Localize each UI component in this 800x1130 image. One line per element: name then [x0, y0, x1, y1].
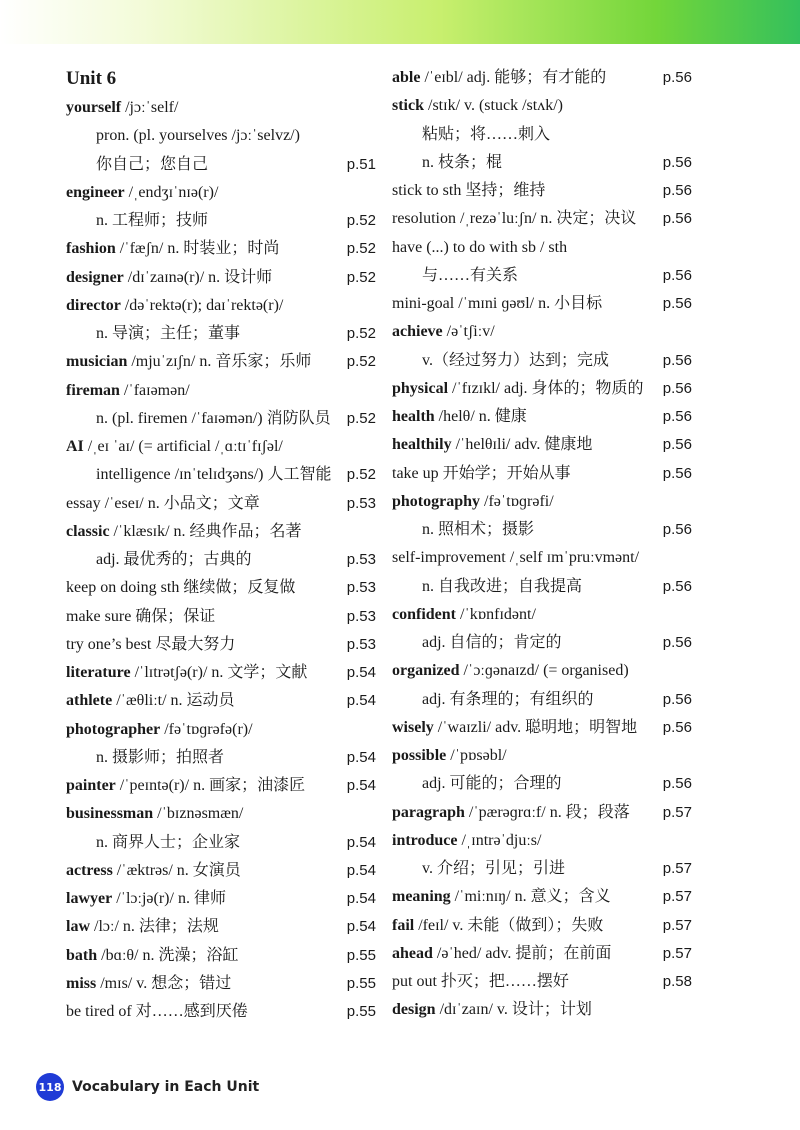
entry-definition: /dəˈrektə(r); daɪˈrektə(r)/: [120, 296, 284, 314]
headword: possible: [392, 747, 447, 764]
vocab-entry-line: [66, 490, 376, 518]
vocab-entry-line: [66, 546, 376, 574]
vocab-entry-text: [392, 747, 507, 764]
vocab-entry-text: [392, 154, 502, 171]
vocab-entry-line: [66, 800, 376, 828]
entry-definition: adj. 最优秀的；古典的: [96, 551, 252, 568]
page-reference: p.56: [662, 295, 692, 312]
vocab-entry-text: [66, 551, 252, 568]
vocab-entry-line: [392, 940, 692, 968]
entry-definition: make sure 确保；保证: [66, 607, 216, 625]
vocab-entry-line: [392, 318, 692, 346]
vocab-entry-text: [392, 973, 569, 990]
vocab-entry-text: [66, 297, 283, 314]
entry-definition: /ˈbɪznəsmæn/: [153, 805, 244, 823]
page-reference: p.52: [346, 466, 376, 484]
vocab-entry-line: [392, 290, 692, 318]
headword: healthily: [392, 436, 452, 454]
headword: ahead: [392, 944, 433, 962]
page-reference: p.56: [662, 436, 692, 454]
vocab-entry-text: [66, 608, 215, 625]
vocab-entry-text: [392, 1001, 592, 1018]
page-reference: p.56: [662, 182, 692, 199]
vocab-entry-line: [66, 942, 376, 970]
entry-definition: resolution /ˌrezəˈluːʃn/ n. 决定；决议: [392, 210, 637, 228]
vocab-entry-text: [66, 382, 190, 399]
vocab-entry-line: [66, 348, 376, 376]
headword: stick: [392, 97, 424, 115]
vocab-entry-text: [66, 834, 240, 851]
entry-definition: /ˈeɪbl/ adj. 能够；有才能的: [420, 69, 607, 86]
entry-definition: self-improvement /ˌself ɪmˈpruːvmənt/: [392, 549, 640, 567]
page-reference: p.56: [662, 69, 692, 86]
headword: organized: [392, 662, 460, 680]
page-reference: p.54: [346, 890, 376, 907]
vocab-entry-line: [66, 772, 376, 800]
entry-definition: n. 照相术；摄影: [422, 521, 535, 538]
page-reference: p.57: [662, 860, 692, 877]
headword: fail: [392, 916, 415, 934]
vocab-entry-text: [66, 721, 253, 738]
entry-definition: /ˈæktrəs/ n. 女演员: [112, 861, 241, 879]
vocab-entry-text: [66, 890, 226, 907]
headword: painter: [66, 777, 116, 794]
page-reference: p.55: [346, 946, 376, 964]
vocab-entry-text: [392, 634, 562, 651]
vocab-entry-text: [66, 353, 311, 370]
vocab-entry-line: [66, 320, 376, 348]
page-reference: p.52: [346, 409, 376, 427]
headword: wisely: [392, 718, 434, 736]
entry-definition: /ˌeɪ ˈaɪ/ (= artificial /ˌɑːtɪˈfɪʃəl/: [83, 438, 283, 455]
header-gradient-bar: [0, 0, 800, 44]
page-reference: p.53: [346, 551, 376, 568]
vocab-entry-text: [66, 1003, 248, 1020]
vocab-entry-line: [66, 235, 376, 263]
headword: fireman: [66, 381, 120, 399]
headword: athlete: [66, 692, 113, 710]
vocab-entry-text: [392, 917, 603, 934]
page-reference: p.51: [346, 155, 376, 173]
entry-definition: /ˈklæsɪk/ n. 经典作品；名著: [109, 522, 302, 540]
vocab-entry-line: [66, 631, 376, 659]
entry-definition: v.（经过努力）达到；完成: [422, 351, 609, 369]
entry-definition: 你自己；您自己: [96, 155, 209, 173]
headword: yourself: [66, 99, 122, 116]
entry-definition: /lɔː/ n. 法律；法规: [90, 918, 219, 936]
entry-definition: 粘贴；将……刺入: [422, 125, 551, 143]
page-reference: p.55: [346, 974, 376, 992]
entry-definition: essay /ˈeseɪ/ n. 小品文；文章: [66, 494, 260, 512]
page-reference: p.53: [346, 635, 376, 653]
vocab-entry-line: [392, 64, 692, 92]
vocab-entry-line: [66, 885, 376, 913]
entry-definition: /jɔːˈself/: [121, 99, 179, 116]
vocab-entry-line: [392, 601, 692, 629]
vocab-entry-line: [392, 686, 692, 714]
vocab-entry-line: [66, 461, 376, 489]
vocab-entry-line: [392, 770, 692, 798]
vocab-entry-line: [66, 913, 376, 941]
vocab-entry-line: [392, 234, 692, 262]
entry-definition: adj. 可能的；合理的: [422, 775, 562, 793]
headword: physical: [392, 379, 449, 397]
entry-definition: try one’s best 尽最大努力: [66, 635, 236, 653]
entry-definition: n. 枝条；棍: [422, 153, 503, 171]
vocab-entry-text: [392, 832, 541, 849]
page-number-badge: [36, 1073, 64, 1101]
vocab-entry-text: [392, 210, 636, 227]
entry-definition: take up 开始学；开始从事: [392, 464, 571, 482]
vocab-entry-text: [392, 323, 495, 340]
vocab-entry-text: [392, 521, 534, 538]
entry-definition: /ˈkɒnfɪdənt/: [456, 605, 536, 623]
vocab-entry-text: [66, 947, 239, 964]
headword: photographer: [66, 720, 161, 738]
vocab-entry-line: [66, 264, 376, 292]
vocab-entry-line: [66, 292, 376, 320]
vocab-entry-text: [392, 436, 592, 453]
right-column: [392, 64, 692, 1025]
headword: musician: [66, 353, 128, 371]
vocab-entry-line: [66, 518, 376, 546]
vocab-entry-text: [66, 636, 235, 653]
vocab-entry-line: [66, 744, 376, 772]
vocab-entry-text: [392, 691, 594, 708]
headword: AI: [66, 438, 84, 455]
vocab-entry-text: [66, 777, 305, 794]
page-footer: [36, 1074, 259, 1100]
page-reference: p.56: [662, 408, 692, 425]
page-reference: p.54: [346, 664, 376, 681]
headword: paragraph: [392, 803, 465, 821]
entry-definition: 与……有关系: [422, 266, 519, 284]
vocab-entry-text: [392, 888, 611, 905]
entry-definition: /ˈlɔːjə(r)/ n. 律师: [112, 890, 226, 907]
entry-definition: n. 导演；主任；董事: [96, 325, 241, 342]
headword: design: [392, 1001, 436, 1019]
vocab-entry-text: [392, 380, 644, 397]
entry-definition: n. 商界人士；企业家: [96, 833, 241, 851]
page-reference: p.56: [662, 266, 692, 284]
vocab-entry-text: [392, 97, 563, 114]
headword: law: [66, 918, 90, 936]
vocab-entry-text: [392, 126, 550, 143]
page-reference: p.53: [346, 607, 376, 625]
entry-definition: /mjuˈzɪʃn/ n. 音乐家；乐师: [127, 353, 312, 371]
vocab-entry-line: [66, 716, 376, 744]
vocab-entry-line: [392, 855, 692, 883]
entry-definition: /ˈfɪzɪkl/ adj. 身体的；物质的: [448, 379, 644, 397]
vocab-entry-line: [66, 94, 376, 122]
page-reference: p.56: [662, 775, 692, 793]
vocab-entry-line: [392, 262, 692, 290]
vocab-entry-line: [66, 574, 376, 602]
page-reference: p.56: [662, 718, 692, 736]
entry-definition: /ˌendʒɪˈnɪə(r)/: [124, 183, 219, 201]
vocab-entry-line: [392, 714, 692, 742]
entry-definition: stick to sth 坚持；维持: [392, 182, 546, 199]
entry-definition: n. 工程师；技师: [96, 212, 209, 229]
vocab-entry-line: [66, 659, 376, 687]
vocab-entry-text: [392, 493, 554, 510]
vocab-entry-line: [392, 347, 692, 375]
vocab-entry-text: [66, 156, 208, 173]
vocab-entry-line: [392, 629, 692, 657]
vocab-entry-line: [392, 912, 692, 940]
vocab-entry-text: [66, 466, 332, 483]
headword: designer: [66, 268, 124, 286]
vocab-entry-text: [392, 719, 637, 736]
entry-definition: /ˈpærəɡrɑːf/ n. 段；段落: [464, 803, 630, 821]
headword: actress: [66, 861, 113, 879]
headword: confident: [392, 605, 456, 623]
entry-definition: /ˈlɪtrətʃə(r)/ n. 文学；文献: [130, 664, 308, 681]
vocab-entry-line: [392, 92, 692, 120]
page-reference: p.53: [346, 579, 376, 597]
vocab-entry-text: [392, 549, 639, 566]
entry-definition: /dɪˈzaɪn/ v. 设计；计划: [435, 1001, 592, 1019]
vocab-entry-text: [392, 408, 527, 425]
vocab-entry-line: [66, 857, 376, 885]
vocab-entry-text: [66, 918, 219, 935]
headword: meaning: [392, 888, 451, 906]
vocab-entry-text: [66, 862, 241, 879]
vocab-entry-line: [66, 377, 376, 405]
headword: miss: [66, 974, 97, 992]
entry-definition: /ˈhelθɪli/ adv. 健康地: [451, 436, 593, 454]
entry-definition: /dɪˈzaɪnə(r)/ n. 设计师: [123, 268, 273, 286]
vocab-entry-line: [392, 177, 692, 205]
vocab-entry-line: [392, 657, 692, 685]
page-reference: p.54: [346, 918, 376, 936]
vocab-entry-text: [392, 182, 545, 199]
vocab-entry-text: [392, 239, 567, 256]
vocab-entry-line: [66, 603, 376, 631]
entry-definition: /bɑːθ/ n. 洗澡；浴缸: [97, 946, 239, 964]
entry-definition: /ˈpeɪntə(r)/ n. 画家；油漆匠: [115, 777, 306, 794]
vocab-entry-line: [392, 544, 692, 572]
vocab-entry-text: [392, 352, 609, 369]
vocab-entry-text: [66, 410, 331, 427]
vocab-entry-text: [392, 69, 606, 86]
vocab-entry-text: [66, 127, 300, 144]
left-column: [66, 64, 376, 1026]
entry-definition: /ˈfæʃn/ n. 时装业；时尚: [115, 240, 280, 258]
headword: able: [392, 69, 421, 86]
page-reference: p.52: [346, 325, 376, 342]
page-reference: p.52: [346, 240, 376, 258]
entry-definition: put out 扑灭；把……摆好: [392, 973, 569, 990]
entry-definition: adj. 自信的；肯定的: [422, 634, 562, 651]
vocab-entry-text: [392, 295, 602, 312]
entry-definition: pron. (pl. yourselves /jɔːˈselvz/): [96, 127, 300, 145]
headword: businessman: [66, 805, 154, 823]
entry-definition: /əˈtʃiːv/: [442, 323, 495, 341]
vocab-entry-text: [66, 99, 178, 116]
entry-definition: /helθ/ n. 健康: [434, 408, 527, 425]
vocab-entry-line: [392, 573, 692, 601]
vocab-entry-text: [66, 692, 235, 709]
entry-definition: intelligence /ɪnˈtelɪdʒəns/) 人工智能: [96, 466, 332, 484]
entry-definition: be tired of 对……感到厌倦: [66, 1003, 248, 1020]
page-reference: p.56: [662, 464, 692, 482]
vocab-entry-line: [392, 431, 692, 459]
vocab-entry-text: [392, 465, 571, 482]
vocab-entry-line: [66, 970, 376, 998]
headword: engineer: [66, 183, 125, 201]
vocab-entry-line: [392, 883, 692, 911]
vocab-entry-line: [392, 996, 692, 1024]
headword: director: [66, 296, 121, 314]
vocab-entry-line: [392, 742, 692, 770]
vocab-entry-text: [66, 184, 218, 201]
vocab-entry-line: [66, 405, 376, 433]
headword: literature: [66, 664, 131, 681]
headword: classic: [66, 522, 110, 540]
page-reference: p.54: [346, 861, 376, 879]
page-reference: p.57: [662, 916, 692, 934]
vocab-entry-text: [392, 578, 582, 595]
entry-definition: /əˈhed/ adv. 提前；在前面: [432, 944, 612, 962]
entry-definition: /stɪk/ v. (stuck /stʌk/): [424, 97, 563, 115]
page-reference: p.56: [662, 690, 692, 708]
entry-definition: n. 自我改进；自我提高: [422, 577, 583, 595]
vocab-entry-text: [66, 240, 279, 257]
entry-definition: /feɪl/ v. 未能（做到）；失败: [414, 916, 604, 934]
vocab-entry-text: [66, 269, 272, 286]
page-reference: p.56: [662, 153, 692, 171]
vocab-entry-line: [392, 827, 692, 855]
entry-definition: n. 摄影师；拍照者: [96, 748, 225, 766]
vocab-entry-line: [66, 122, 376, 150]
headword: health: [392, 408, 435, 425]
page-reference: p.54: [346, 833, 376, 851]
vocab-entry-text: [392, 267, 518, 284]
page-reference: p.56: [662, 210, 692, 228]
page-reference: p.56: [662, 634, 692, 651]
vocab-entry-line: [66, 829, 376, 857]
entry-definition: /fəˈtɒɡrəfə(r)/: [160, 720, 253, 738]
vocab-entry-text: [392, 945, 611, 962]
page-reference: p.58: [662, 973, 692, 990]
entry-definition: n. (pl. firemen /ˈfaɪəmən/) 消防队员: [96, 409, 331, 427]
headword: photography: [392, 492, 481, 510]
vocab-entry-line: [392, 799, 692, 827]
vocab-entry-text: [66, 579, 295, 596]
page-reference: p.53: [346, 494, 376, 512]
vocab-entry-line: [66, 998, 376, 1026]
vocab-entry-line: [66, 151, 376, 179]
footer-title: Vocabulary in Each Unit: [72, 1079, 260, 1095]
page-reference: p.54: [346, 777, 376, 794]
entry-definition: have (...) to do with sb / sth: [392, 238, 568, 256]
vocab-entry-line: [392, 121, 692, 149]
vocab-entry-line: [392, 205, 692, 233]
page-reference: p.52: [346, 268, 376, 286]
vocab-entry-text: [66, 805, 243, 822]
entry-definition: /ˈæθliːt/ n. 运动员: [112, 692, 235, 710]
vocab-entry-line: [66, 687, 376, 715]
vocab-entry-text: [66, 438, 283, 455]
vocab-entry-line: [392, 968, 692, 996]
vocab-entry-text: [66, 664, 307, 681]
entry-definition: /ˈɔːɡənaɪzd/ (= organised): [459, 662, 629, 680]
page-reference: p.57: [662, 803, 692, 821]
page-reference: p.54: [346, 692, 376, 710]
entry-definition: /ˈpɒsəbl/: [446, 747, 507, 764]
entry-definition: /ˈfaɪəmən/: [119, 381, 190, 399]
page-reference: p.56: [662, 351, 692, 369]
entry-definition: mini-goal /ˈmɪni ɡəʊl/ n. 小目标: [392, 295, 603, 312]
page-reference: p.52: [346, 353, 376, 371]
vocab-entry-text: [66, 975, 231, 992]
vocab-entry-text: [392, 860, 565, 877]
vocab-entry-line: [392, 488, 692, 516]
vocab-entry-text: [392, 775, 562, 792]
page-reference: p.57: [662, 888, 692, 906]
vocab-entry-text: [392, 662, 629, 679]
entry-definition: keep on doing sth 继续做；反复做: [66, 579, 296, 597]
vocab-entry-line: [392, 149, 692, 177]
vocab-entry-line: [66, 433, 376, 461]
page-reference: p.56: [662, 521, 692, 538]
page-reference: p.54: [346, 748, 376, 766]
headword: fashion: [66, 240, 116, 258]
entry-definition: /ˈwaɪzli/ adv. 聪明地；明智地: [433, 718, 638, 736]
entry-definition: /ˈmiːnɪŋ/ n. 意义；含义: [450, 888, 611, 906]
page-reference: p.57: [662, 944, 692, 962]
page-reference: p.56: [662, 577, 692, 595]
vocab-entry-line: [392, 516, 692, 544]
entry-definition: /fəˈtɒɡrəfi/: [480, 492, 554, 510]
vocab-entry-line: [66, 179, 376, 207]
vocab-entry-text: [66, 523, 302, 540]
vocab-entry-text: [66, 325, 240, 342]
vocab-entry-line: [392, 375, 692, 403]
page-number: 118: [38, 1080, 62, 1094]
entry-definition: /mɪs/ v. 想念；错过: [96, 974, 232, 992]
vocab-entry-text: [392, 606, 536, 623]
left-entry-list: [66, 94, 376, 1026]
entry-definition: /ˌɪntrəˈdjuːs/: [457, 831, 542, 849]
vocab-entry-line: [392, 403, 692, 431]
vocab-entry-line: [66, 207, 376, 235]
headword: achieve: [392, 323, 443, 341]
entry-definition: v. 介绍；引见；引进: [422, 860, 565, 877]
headword: introduce: [392, 831, 458, 849]
page-reference: p.56: [662, 379, 692, 397]
page-reference: p.52: [346, 212, 376, 229]
right-entry-list: [392, 64, 692, 1025]
vocab-entry-text: [66, 212, 208, 229]
vocab-entry-line: [392, 460, 692, 488]
vocab-entry-text: [66, 495, 260, 512]
headword: lawyer: [66, 890, 113, 907]
unit-title: Unit 6: [66, 68, 117, 89]
headword: bath: [66, 946, 98, 964]
vocab-entry-text: [66, 749, 224, 766]
entry-definition: adj. 有条理的；有组织的: [422, 690, 594, 708]
vocab-entry-text: [392, 804, 630, 821]
page-reference: p.55: [346, 1003, 376, 1020]
